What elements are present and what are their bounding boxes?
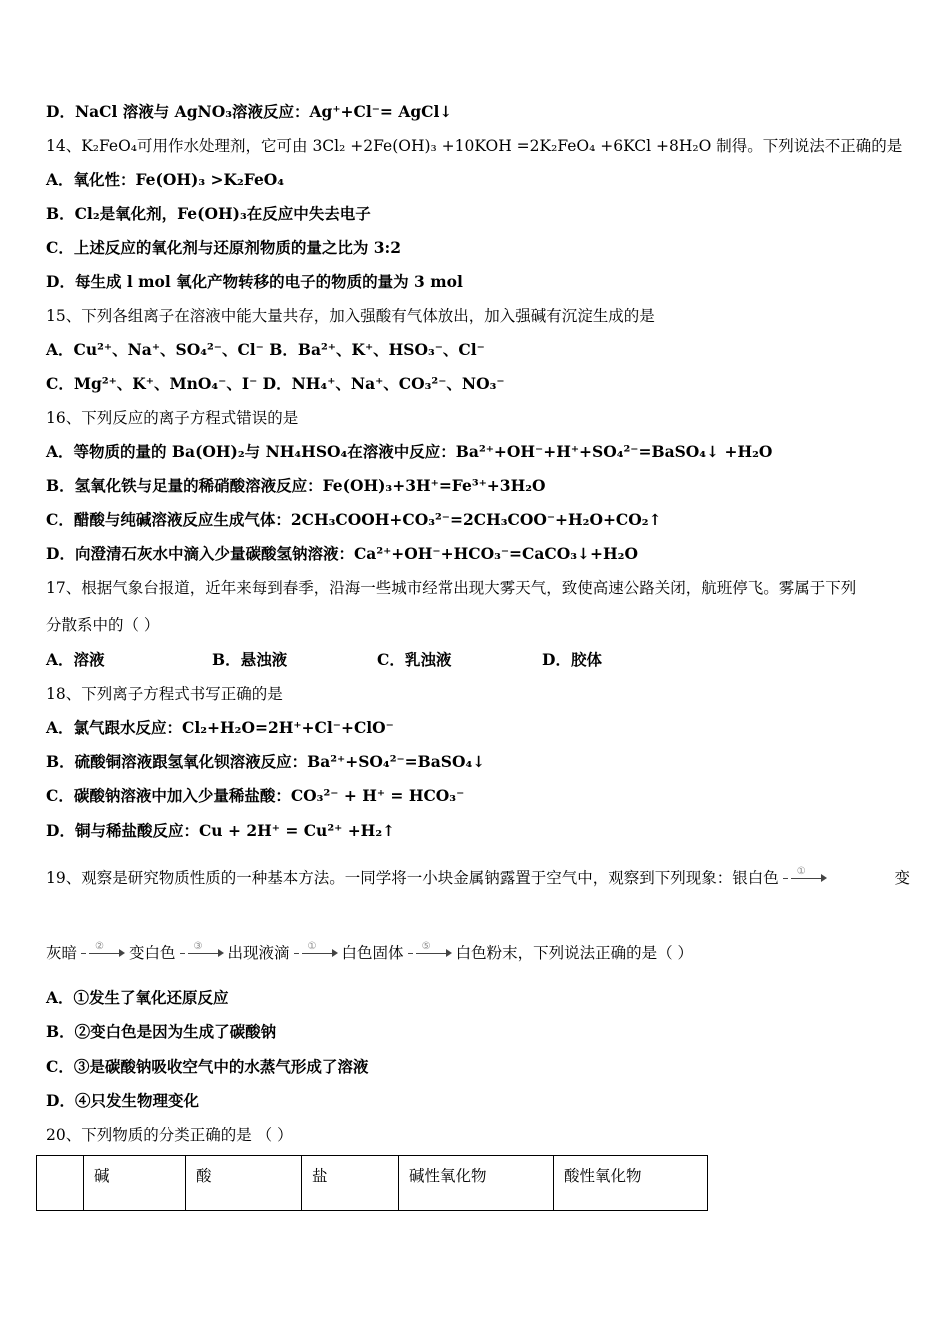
q14-stem: 14、K₂FeO₄可用作水处理剂，它可由 3Cl₂ +2Fe(OH)₃ +10KOH =2K₂FeO₄ +6KCl +8H₂O 制得。下列说法不正确的是 (46, 137, 903, 155)
q18-stem: 18、下列离子方程式书写正确的是 (46, 685, 283, 703)
q19-step-4: 白色固体 (341, 944, 404, 962)
q19-tail: 白色粉末，下列说法正确的是（ ） (455, 944, 693, 962)
q17-stem-line2: 分散系中的（ ） (46, 616, 160, 634)
table-header-cell: 碱性氧化物 (399, 1156, 554, 1211)
q14-option-d: D．每生成 l mol 氧化产物转移的电子的物质的量为 3 mol (46, 272, 463, 291)
q19-end1: 变 (894, 869, 910, 887)
q16-option-d: D．向澄清石灰水中滴入少量碳酸氢钠溶液：Ca²⁺+OH⁻+HCO₃⁻=CaCO₃↓+H₂O (46, 544, 638, 563)
q16-option-a: A．等物质的量的 Ba(OH)₂与 NH₄HSO₄在溶液中反应：Ba²⁺+OH⁻+H⁺+SO₄²⁻=BaSO₄↓ +H₂O (46, 442, 773, 461)
q17-option-c: C．乳浊液 (377, 650, 452, 669)
q17-option-b: B．悬浊液 (212, 650, 288, 669)
q17-option-d: D．胶体 (542, 650, 602, 669)
table-header-cell: 碱 (84, 1156, 186, 1211)
q15-options-cd: C．Mg²⁺、K⁺、MnO₄⁻、I⁻ D．NH₄⁺、Na⁺、CO₃²⁻、NO₃⁻ (46, 374, 505, 393)
q18-option-b: B．硫酸铜溶液跟氢氧化钡溶液反应：Ba²⁺+SO₄²⁻=BaSO₄↓ (46, 752, 486, 771)
q20-stem: 20、下列物质的分类正确的是 （ ） (46, 1126, 293, 1144)
q19-stem-line2 (46, 943, 910, 963)
q19-stem-line1 (46, 868, 910, 888)
table-header-row (37, 1156, 708, 1211)
reaction-arrow-2: ② (81, 943, 125, 963)
q18-option-a: A．氯气跟水反应：Cl₂+H₂O=2H⁺+Cl⁻+ClO⁻ (46, 718, 394, 737)
q14-option-a: A．氧化性：Fe(OH)₃ >K₂FeO₄ (46, 170, 285, 189)
q19-step-3: 出现液滴 (227, 944, 290, 962)
q19-step-2: 变白色 (129, 944, 176, 962)
q14-option-b: B．Cl₂是氧化剂，Fe(OH)₃在反应中失去电子 (46, 204, 371, 223)
table-header-cell: 酸 (186, 1156, 302, 1211)
q19-intro: 19、观察是研究物质性质的一种基本方法。一同学将一小块金属钠露置于空气中，观察到下列现象：银白色 (46, 869, 779, 887)
q19-step-1: 灰暗 (46, 944, 78, 962)
q17-stem-line1: 17、根据气象台报道，近年来每到春季，沿海一些城市经常出现大雾天气，致使高速公路关闭，航班停飞。雾属于下列 (46, 579, 857, 597)
table-header-cell: 酸性氧化物 (554, 1156, 708, 1211)
q13-option-d: D．NaCl 溶液与 AgNO₃溶液反应：Ag⁺+Cl⁻= AgCl↓ (46, 102, 453, 121)
q19-option-c: C．③是碳酸钠吸收空气中的水蒸气形成了溶液 (46, 1057, 369, 1076)
q17-option-a: A．溶液 (46, 650, 105, 669)
q16-option-c: C．醋酸与纯碱溶液反应生成气体：2CH₃COOH+CO₃²⁻=2CH₃COO⁻+H₂O+CO₂↑ (46, 510, 662, 529)
reaction-arrow-1: ① (783, 868, 827, 888)
q16-stem: 16、下列反应的离子方程式错误的是 (46, 409, 299, 427)
table-header-cell: 盐 (302, 1156, 399, 1211)
reaction-arrow-3: ③ (180, 943, 224, 963)
q15-options-ab: A．Cu²⁺、Na⁺、SO₄²⁻、Cl⁻ B．Ba²⁺、K⁺、HSO₃⁻、Cl⁻ (46, 340, 485, 359)
reaction-arrow-5: ⑤ (408, 943, 452, 963)
q19-option-a: A．①发生了氧化还原反应 (46, 988, 229, 1007)
q18-option-d: D．铜与稀盐酸反应：Cu + 2H⁺ = Cu²⁺ +H₂↑ (46, 821, 396, 840)
classification-table (36, 1155, 708, 1211)
q15-stem: 15、下列各组离子在溶液中能大量共存，加入强酸有气体放出，加入强碱有沉淀生成的是 (46, 307, 655, 325)
q19-option-d: D．④只发生物理变化 (46, 1091, 199, 1110)
q18-option-c: C．碳酸钠溶液中加入少量稀盐酸：CO₃²⁻ + H⁺ = HCO₃⁻ (46, 786, 465, 805)
reaction-arrow-4: ① (294, 943, 338, 963)
q19-option-b: B．②变白色是因为生成了碳酸钠 (46, 1022, 277, 1041)
q16-option-b: B．氢氧化铁与足量的稀硝酸溶液反应：Fe(OH)₃+3H⁺=Fe³⁺+3H₂O (46, 476, 546, 495)
q14-option-c: C．上述反应的氧化剂与还原剂物质的量之比为 3:2 (46, 238, 402, 257)
table-header-cell (37, 1156, 84, 1211)
q17-options (46, 650, 910, 670)
